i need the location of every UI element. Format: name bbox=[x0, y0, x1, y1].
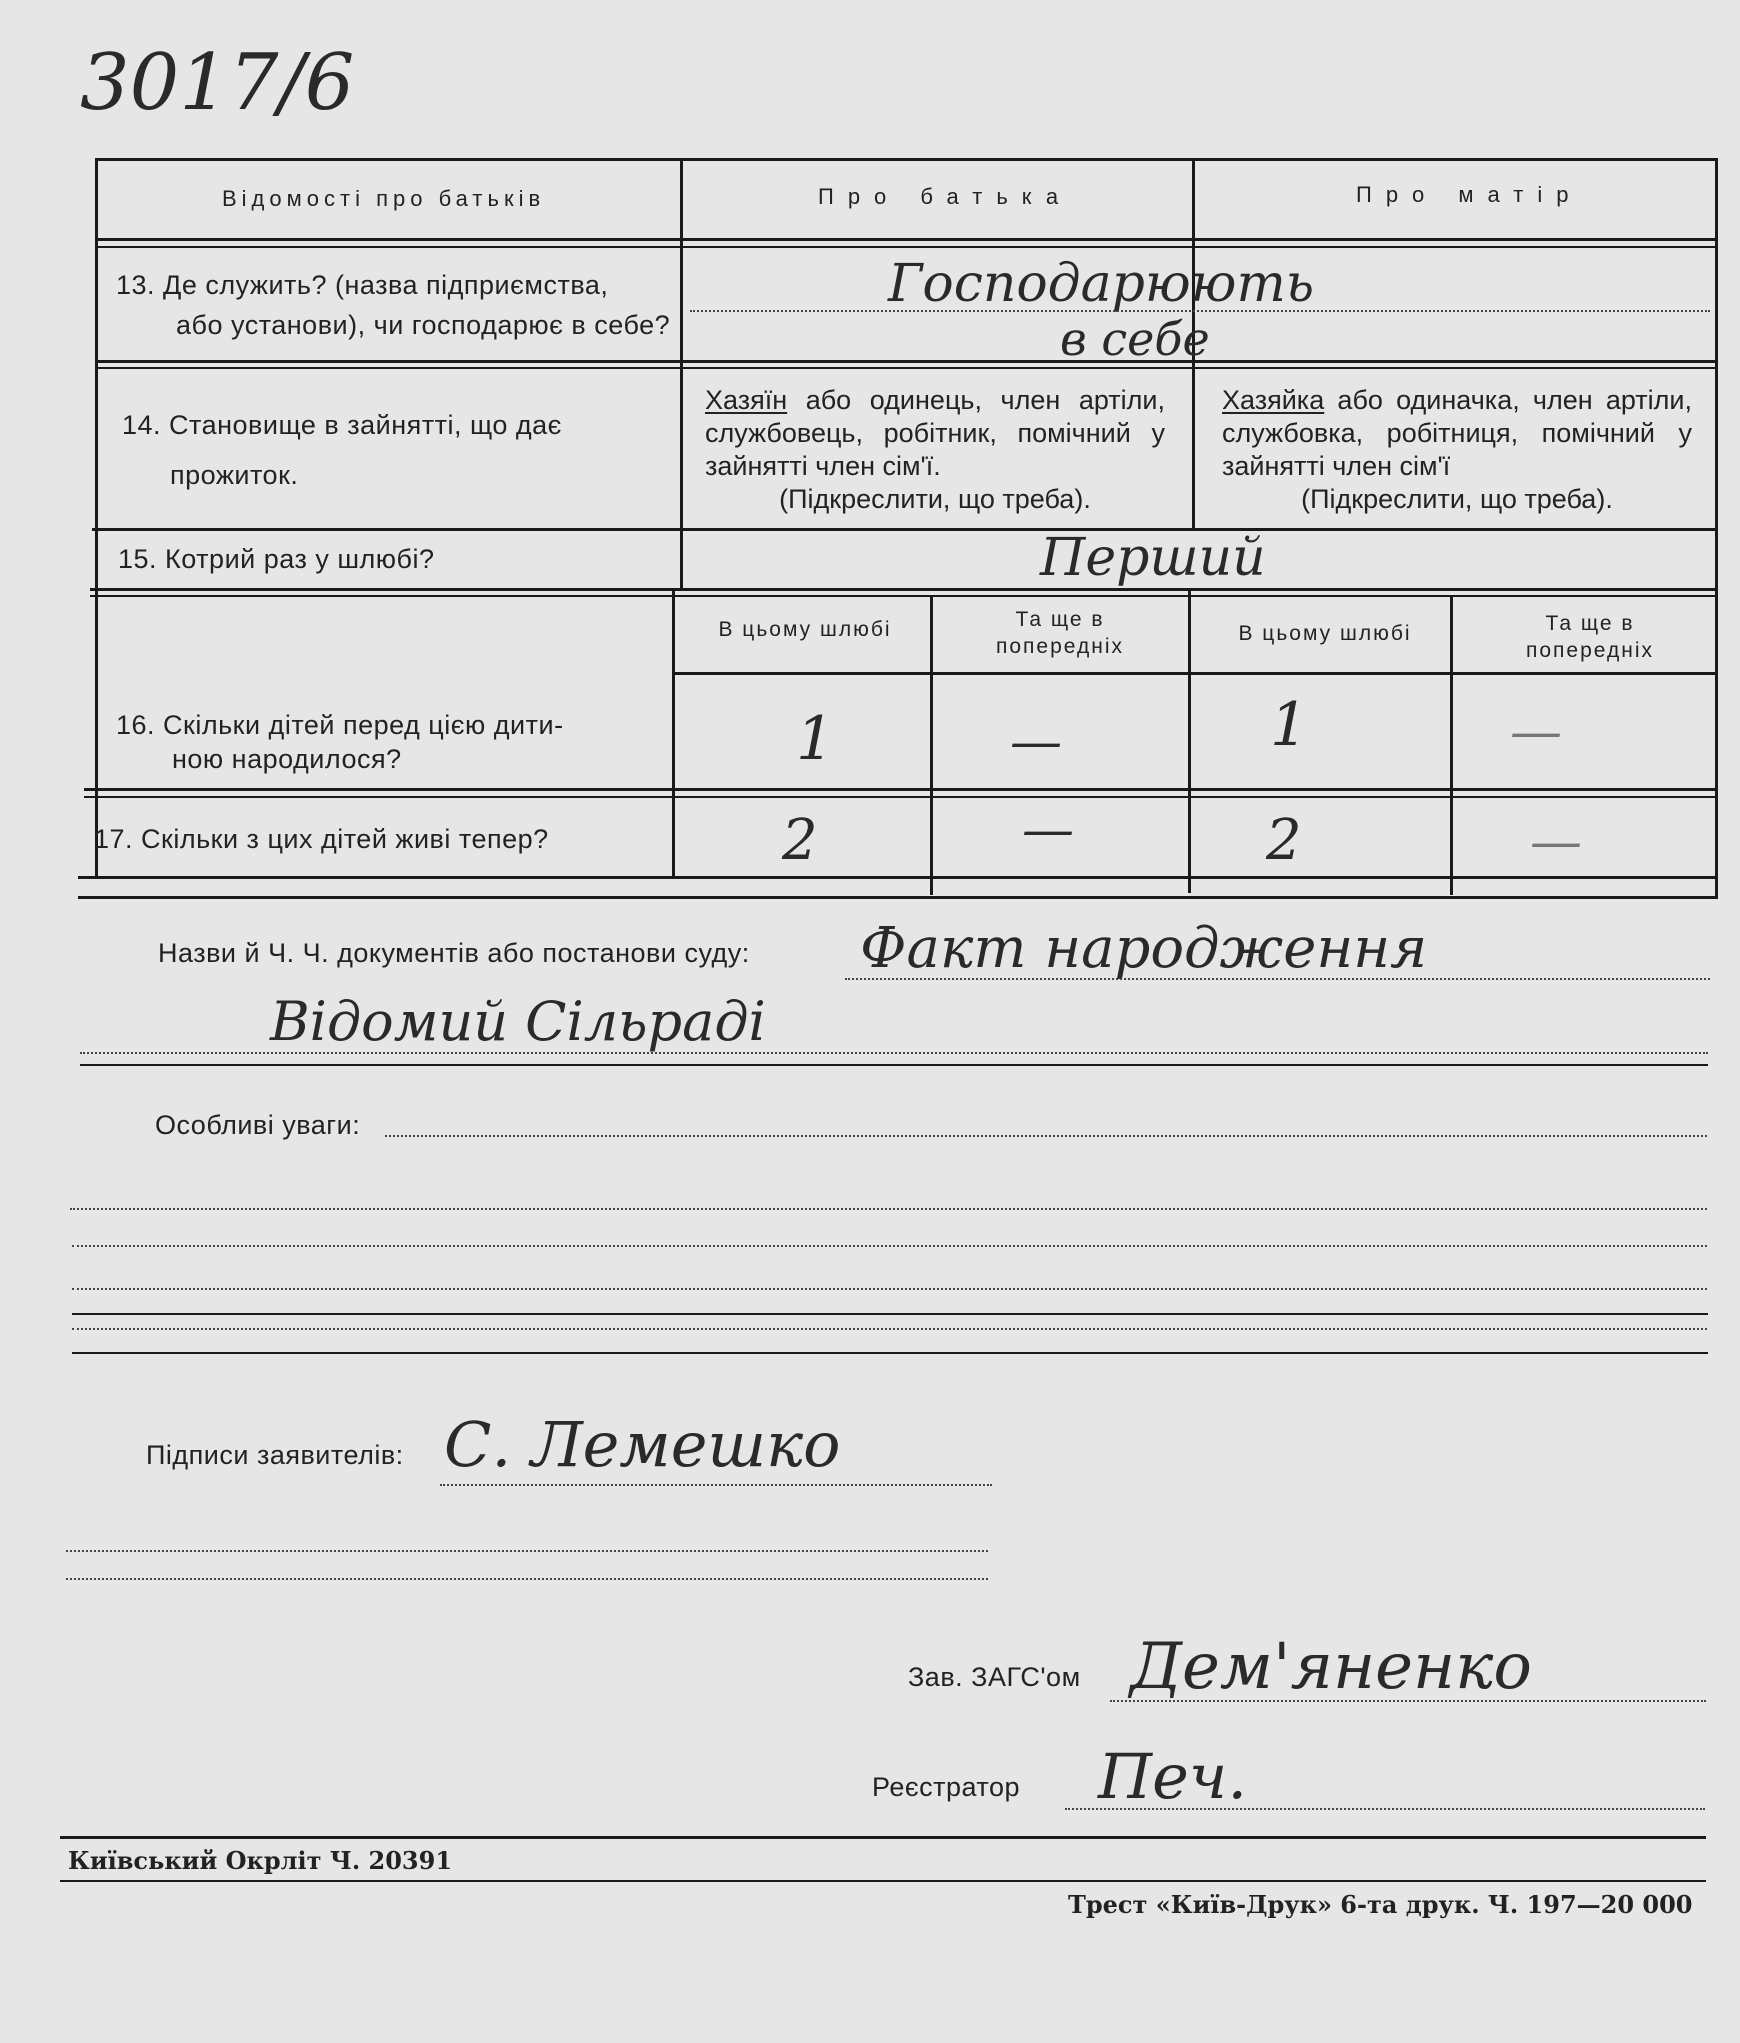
applicant-signature: С. Лемешко bbox=[444, 1408, 841, 1481]
footer-printer-left: Київський Окрліт Ч. 20391 bbox=[68, 1846, 453, 1875]
q16-father-previous-header: Та ще в попередніх bbox=[995, 608, 1124, 658]
signatures-label: Підписи заявителів: bbox=[146, 1440, 404, 1470]
q13-answer-line2: в себе bbox=[1060, 312, 1210, 366]
q15-answer: Перший bbox=[1040, 528, 1266, 588]
q16-mother-previous-value: — bbox=[1510, 702, 1562, 762]
q13-answer-line1: Господарюють bbox=[888, 254, 1315, 314]
documents-label: Назви й Ч. Ч. документів або постанови суду: bbox=[158, 938, 750, 968]
header-father: Про батька bbox=[818, 184, 1073, 209]
q14-father-note: (Підкреслити, що треба). bbox=[779, 484, 1091, 514]
q16-father-this-marriage-header: В цьому шлюбі bbox=[718, 618, 892, 641]
q17-father-this-value: 2 bbox=[782, 808, 818, 873]
q14-mother-other-options: або одиначка, член артіли, службовка, робітниця, помічний у зайнятті член сім'ї bbox=[1222, 385, 1692, 481]
q16-label-line1: 16. Скільки дітей перед цією дити- bbox=[116, 710, 564, 740]
q14-father-selected-option: Хазяїн bbox=[705, 385, 788, 415]
q14-label-line2: прожиток. bbox=[170, 460, 299, 490]
q14-father-other-options: або одинець, член артіли, службовець, робітник, помічний у зайнятті член сім'ї. bbox=[705, 385, 1165, 481]
q14-mother-note: (Підкреслити, що треба). bbox=[1301, 484, 1613, 514]
q14-father-options bbox=[705, 384, 1165, 516]
q16-mother-this-marriage-header: В цьому шлюбі bbox=[1238, 622, 1412, 645]
q16-mother-previous-header: Та ще в попередніх bbox=[1525, 612, 1654, 662]
q14-mother-options bbox=[1222, 384, 1692, 516]
q14-mother-selected-option: Хазяйка bbox=[1222, 385, 1325, 415]
remarks-label: Особливі уваги: bbox=[155, 1110, 361, 1140]
header-parents-info: Відомості про батьків bbox=[222, 186, 546, 211]
q15-label: 15. Котрий раз у шлюбі? bbox=[118, 544, 435, 574]
q16-father-previous-value: — bbox=[1010, 712, 1062, 772]
registrar-label: Реєстратор bbox=[872, 1772, 1021, 1802]
documents-line1: Факт народження bbox=[860, 916, 1428, 981]
q13-label-line1: 13. Де служить? (назва підприємства, bbox=[116, 270, 609, 300]
zags-head-signature: Дем'яненко bbox=[1130, 1630, 1532, 1704]
q14-label-line1: 14. Становище в зайнятті, що дає bbox=[122, 410, 562, 440]
q16-label-line2: ною народилося? bbox=[172, 744, 402, 774]
footer-printer-right: Трест «Київ-Друк» 6-та друк. Ч. 197—20 000 bbox=[1068, 1890, 1693, 1919]
q17-father-previous-value: — bbox=[1022, 800, 1074, 860]
zags-head-label: Зав. ЗАГС'ом bbox=[908, 1662, 1081, 1692]
q17-label: 17. Скільки з цих дітей живі тепер? bbox=[94, 824, 549, 854]
q16-father-this-value: 1 bbox=[796, 704, 835, 774]
q17-mother-this-value: 2 bbox=[1266, 808, 1302, 873]
documents-line2: Відомий Сільраді bbox=[270, 990, 766, 1053]
header-mother: Про матір bbox=[1356, 182, 1583, 207]
corner-note: 3017/6 bbox=[80, 38, 355, 128]
q16-mother-this-value: 1 bbox=[1270, 690, 1309, 760]
registrar-signature: Печ. bbox=[1098, 1740, 1248, 1813]
q13-label-line2: або установи), чи господарює в себе? bbox=[176, 310, 671, 340]
q17-mother-previous-value: — bbox=[1530, 812, 1582, 872]
